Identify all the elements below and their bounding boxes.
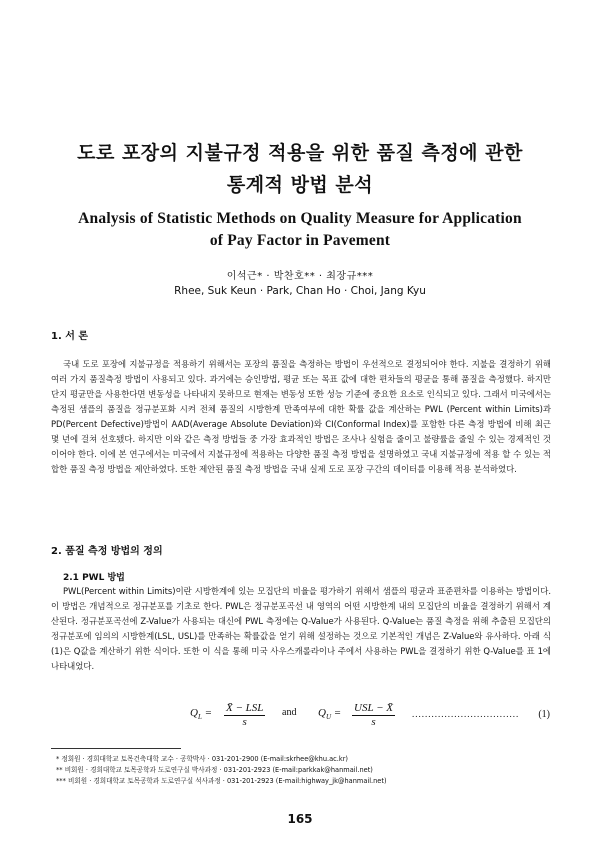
q-lower-fraction bbox=[224, 702, 265, 729]
q-lower-symbol: $Q_L$ = bbox=[190, 707, 213, 722]
footnote-1: * 정회원 · 경희대학교 토목건축대학 교수 · 공학박사 · 031-201-2900 (E-mail:skrhee@khu.ac.kr) bbox=[56, 755, 348, 763]
q-lower-numerator: X̄ − LSL bbox=[226, 702, 264, 714]
q-upper-symbol: $Q_U$ = bbox=[318, 707, 342, 722]
section-2-1-heading: 2.1 PWL 방법 bbox=[63, 573, 125, 583]
equation-1 bbox=[190, 702, 550, 736]
q-upper-denominator: s bbox=[371, 716, 376, 728]
english-title-line-1: Analysis of Statistic Methods on Quality Measure for Application bbox=[78, 210, 522, 227]
equation-leader-dots: ................................. bbox=[412, 709, 520, 719]
q-lower-denominator: s bbox=[242, 716, 247, 728]
section-2-heading: 2. 품질 측정 방법의 정의 bbox=[51, 546, 163, 557]
footnote-2: ** 비회원 · 경희대학교 토목공학과 도로연구실 박사과정 · 031-201-2923 (E-mail:parkkak@hanmail.net) bbox=[56, 766, 373, 774]
authors-english: Rhee, Suk Keun · Park, Chan Ho · Choi, Jang Kyu bbox=[174, 285, 426, 297]
section-1-heading: 1. 서 론 bbox=[51, 331, 89, 342]
section-2-1-paragraph: PWL(Percent within Limits)이란 시방한계에 있는 모집단의 비율을 평가하기 위해서 샘플의 평균과 표준편차를 이용하는 방법이다. 이 방법은 개념적으로 정규분포를 기초로 한다. PWL은 정규분포곡선 내 영역의 어떤 시방한계 내의 모집단의 비율을 결정하기 위해서 계산된다. 정규분포곡선에 Z-Value가 사용되는 대신에 PWL 측정에는 Q-Value가 사용된다. Q-Value는 품질 측정을 위해 추출된 모집단의 정규분포에 임의의 시방한계(LSL, USL)를 만족하는 확률값을 얻기 위해 설정하는 것으로 기본적인 개념은 Z-Value와 유사하다. 아래 식(1)은 Q값을 계산하기 위한 식이다. 또한 이 식을 통해 미국 사우스캐롤라이나 주에서 사용하는 PWL을 결정하기 위한 Q-Value를 표 1에 나타내었다. bbox=[51, 586, 551, 671]
q-upper-fraction bbox=[352, 702, 395, 729]
footnote-rule bbox=[51, 748, 181, 749]
korean-title-line-1: 도로 포장의 지불규정 적용을 위한 품질 측정에 관한 bbox=[77, 142, 523, 164]
footnote-3: *** 비회원 · 경희대학교 토목공학과 도로연구실 석사과정 · 031-201-2923 (E-mail:highway_jk@hanmail.net) bbox=[56, 777, 387, 785]
page-number: 165 bbox=[287, 812, 313, 826]
english-title-line-2: of Pay Factor in Pavement bbox=[209, 232, 391, 249]
korean-title bbox=[30, 137, 570, 201]
q-upper-numerator: USL − X̄ bbox=[354, 702, 394, 714]
korean-title-line-2: 통계적 방법 분석 bbox=[226, 174, 374, 196]
equation-number: (1) bbox=[538, 709, 550, 720]
english-title bbox=[40, 208, 560, 252]
equation-and: and bbox=[282, 707, 297, 718]
authors-korean: 이석근* · 박찬호** · 최장규*** bbox=[226, 271, 374, 282]
section-1-paragraph: 국내 도로 포장에 지불규정을 적용하기 위해서는 포장의 품질을 측정하는 방법이 우선적으로 결정되어야 한다. 지불을 결정하기 위해 여러 가지 품질측정 방법이 사용되고 있다. 과거에는 승인방법, 평균 또는 목표 값에 대한 편차들의 평균을 통해 품질을 측정했다. 하지만 단지 평균만을 사용한다면 변동성을 나타내지 못하므로 현재는 변동성 또한 성능 기준에 중요한 요소로 인식되고 있다. 그래서 미국에서는 측정된 샘플의 품질을 정규분포화 시켜 전체 품질의 시방한계 만족여부에 대한 확률 값을 계산하는 PWL (Percent within Limits)과 PD(Percent Defective)방법이 AAD(Average Absolute Deviation)와 CI(Conformal Index)를 포함한 다른 측정 방법에 비해 최근 몇 년에 걸쳐 선호됐다. 하지만 이와 같은 측정 방법들 중 가장 효과적인 방법은 조사나 실험을 줄이고 불량률을 줄일 수 있는 경제적인 것이어야 한다. 이에 본 연구에서는 미국에서 지불규정에 적용하는 다양한 품질 측정 방법을 설명하였고 국내 지불규정에 적용 할 수 있는 적합한 품질 측정 방법을 제안하였다. 또한 제안된 품질 측정 방법을 국내 실제 도로 포장 구간의 데이터를 이용해 적용 분석하였다. bbox=[51, 359, 551, 474]
